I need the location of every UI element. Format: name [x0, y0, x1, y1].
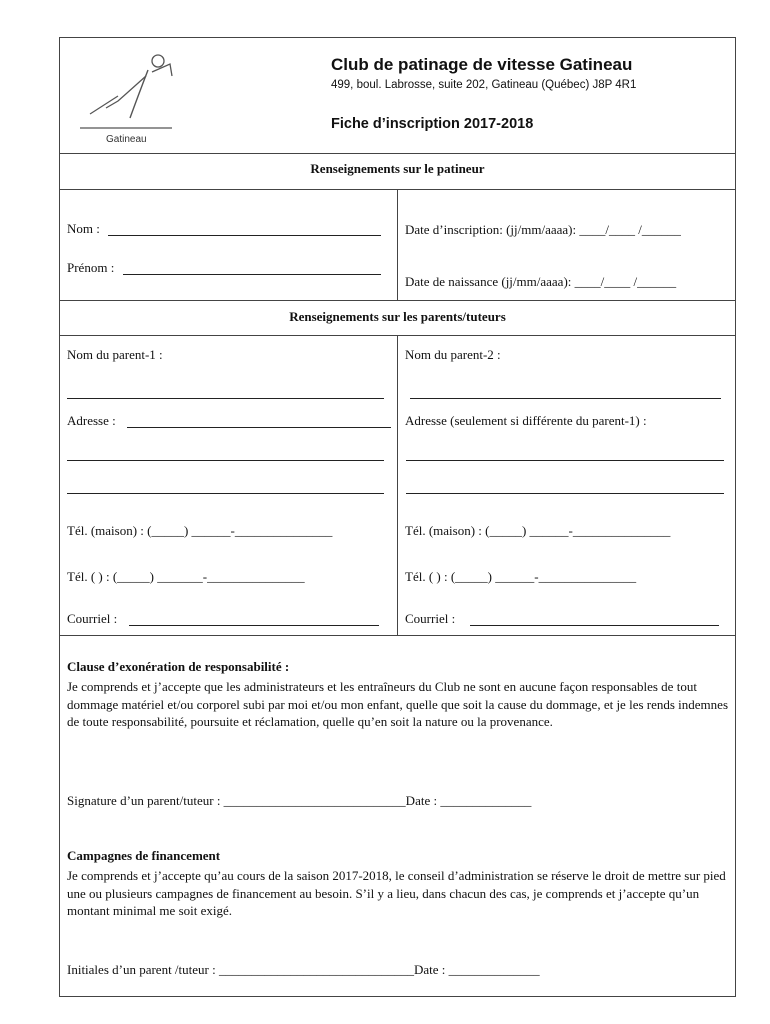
- registration-form: [59, 37, 736, 997]
- parent1-address-label: Adresse :: [67, 413, 116, 428]
- parent1-email-line[interactable]: [129, 625, 379, 626]
- column-divider: [397, 336, 398, 635]
- registration-date-field[interactable]: Date d’inscription: (jj/mm/aaaa): ____/____ /______: [405, 222, 681, 237]
- parent2-other-phone-field[interactable]: Tél. ( ) : (_____) ______-_______________: [405, 569, 637, 584]
- organization-address: 499, boul. Labrosse, suite 202, Gatineau (Québec) J8P 4R1: [331, 79, 637, 91]
- parent1-address-line-3[interactable]: [67, 493, 384, 494]
- skater-last-name-line[interactable]: [108, 235, 381, 236]
- form-header: [60, 38, 735, 154]
- fundraising-initials-field[interactable]: Initiales d’un parent /tuteur : ______________________________Date : ______________: [67, 962, 540, 977]
- skater-last-name-label: Nom :: [67, 221, 100, 236]
- parent2-name-label: Nom du parent-2 :: [405, 347, 501, 362]
- clause-heading: Clause d’exonération de responsabilité :: [67, 659, 290, 674]
- fundraising-body: Je comprends et j’accepte qu’au cours de la saison 2017-2018, le conseil d’administration se réserve le droit de mettre sur pied une ou plusieurs campagnes de financement au besoin. S’il y a lieu, dans chacun des cas, je comprends et j’accepte qu’un montant minimal me soit exigé.: [67, 868, 726, 918]
- parent2-address-label: Adresse (seulement si différente du parent-1) :: [405, 413, 647, 428]
- logo-text: Gatineau: [106, 134, 147, 145]
- parent2-home-phone-field[interactable]: Tél. (maison) : (_____) ______-_______________: [405, 523, 671, 538]
- skater-first-name-label: Prénom :: [67, 260, 115, 275]
- parent1-name-line[interactable]: [67, 398, 384, 399]
- form-title: Fiche d’inscription 2017-2018: [331, 116, 534, 132]
- organization-name: Club de patinage de vitesse Gatineau: [331, 55, 633, 74]
- section-heading-parents: Renseignements sur les parents/tuteurs: [60, 301, 735, 336]
- parent2-name-line[interactable]: [410, 398, 721, 399]
- parent2-email-label: Courriel :: [405, 611, 456, 626]
- skater-logo-icon: [78, 46, 198, 146]
- birth-date-field[interactable]: Date de naissance (jj/mm/aaaa): ____/____ /______: [405, 274, 677, 289]
- clause-body: Je comprends et j’accepte que les administrateurs et les entraîneurs du Club ne sont en aucune façon responsables de tout dommage matériel et/ou corporel subi par moi et/ou mon enfant, quelle que soit la cause du dommage, et je les rends indemnes de toute responsabilité, poursuite et réclamation, quelle qu’en soit la nature ou la provenance.: [67, 679, 729, 729]
- parent1-address-line[interactable]: [127, 427, 391, 428]
- parent1-address-line-2[interactable]: [67, 460, 384, 461]
- parent2-address-line-1[interactable]: [406, 460, 724, 461]
- clause-signature-field[interactable]: Signature d’un parent/tuteur : ____________________________Date : ______________: [67, 793, 532, 808]
- parent1-name-label: Nom du parent-1 :: [67, 347, 163, 362]
- skater-first-name-line[interactable]: [123, 274, 381, 275]
- parent1-home-phone-field[interactable]: Tél. (maison) : (_____) ______-_______________: [67, 523, 333, 538]
- parent2-address-line-2[interactable]: [406, 493, 724, 494]
- column-divider: [397, 190, 398, 300]
- parent2-email-line[interactable]: [470, 625, 719, 626]
- fundraising-heading: Campagnes de financement: [67, 848, 221, 863]
- parent1-email-label: Courriel :: [67, 611, 118, 626]
- section-heading-skater: Renseignements sur le patineur: [60, 153, 735, 190]
- parent1-other-phone-field[interactable]: Tél. ( ) : (_____) _______-_______________: [67, 569, 305, 584]
